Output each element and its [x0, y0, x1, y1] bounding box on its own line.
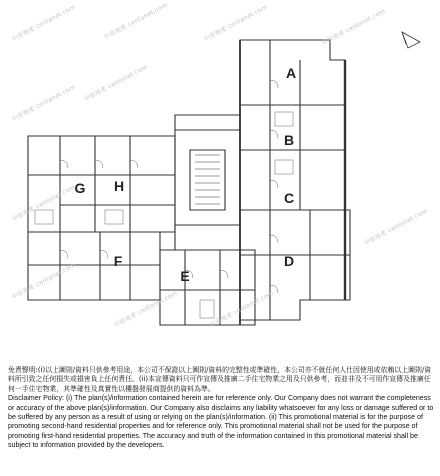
unit-label-d: D: [283, 253, 295, 269]
unit-label-c: C: [283, 190, 295, 206]
watermark: 中原地產 centanet.com: [10, 3, 77, 44]
unit-label-g: G: [74, 180, 86, 196]
disclaimer-chinese: 免責聲明:(i)以上圖則/資料只供參考用途，本公司不保證以上圖則/資料的完整性或準確性，本公司亦不就任何人仕因使用或依賴以上圖則/資料所引致之任何損失或損害負上任何責任。(ii)本宣傳資料只可作宣傳及推廣二手住宅物業之用及只供參考，而並非及不可用作宣傳及推廣任何一手住宅物業，其準確性及真實性以樓盤發展商提供的資料為準。: [8, 366, 432, 393]
watermark: 中原地產 centanet.com: [208, 289, 275, 330]
watermark: 中原地產 centanet.com: [202, 3, 269, 44]
disclaimer: [8, 366, 434, 451]
watermark: 中原地產 centanet.com: [320, 7, 387, 48]
watermark: 中原地產 centanet.com: [10, 183, 77, 224]
unit-label-e: E: [180, 268, 190, 284]
watermark: 中原地產 centanet.com: [102, 1, 169, 42]
watermark: 中原地產 centanet.com: [10, 261, 77, 302]
north-arrow-icon: [402, 32, 420, 48]
unit-label-f: F: [113, 253, 123, 269]
watermark: 中原地產 centanet.com: [112, 289, 179, 330]
watermark: 中原地產 centanet.com: [362, 207, 429, 248]
disclaimer-english: Disclaimer Policy: (i) The plan(s)/information contained herein are for reference only. Our Company does not warrant the completeness or accuracy of the above plan(s)/information. Our Company also disclaims any liability whatsoever for any loss or damage suffered or to be suffered by any person as a result of using or relying on the plan(s)/information. (ii) This promotional material is for the purpose of promoting second-hand residential properties and for reference only. This promotional material shall not be used for the purpose of promoting first-hand residential properties. The accuracy and truth of the information contained in this promotional material shall be subject to information provided by the developers.: [8, 394, 434, 450]
watermark: 中原地產 centanet.com: [10, 83, 77, 124]
unit-label-a: A: [285, 65, 297, 81]
unit-label-h: H: [113, 178, 125, 194]
watermark: 中原地產 centanet.com: [82, 63, 149, 104]
unit-label-b: B: [283, 132, 295, 148]
